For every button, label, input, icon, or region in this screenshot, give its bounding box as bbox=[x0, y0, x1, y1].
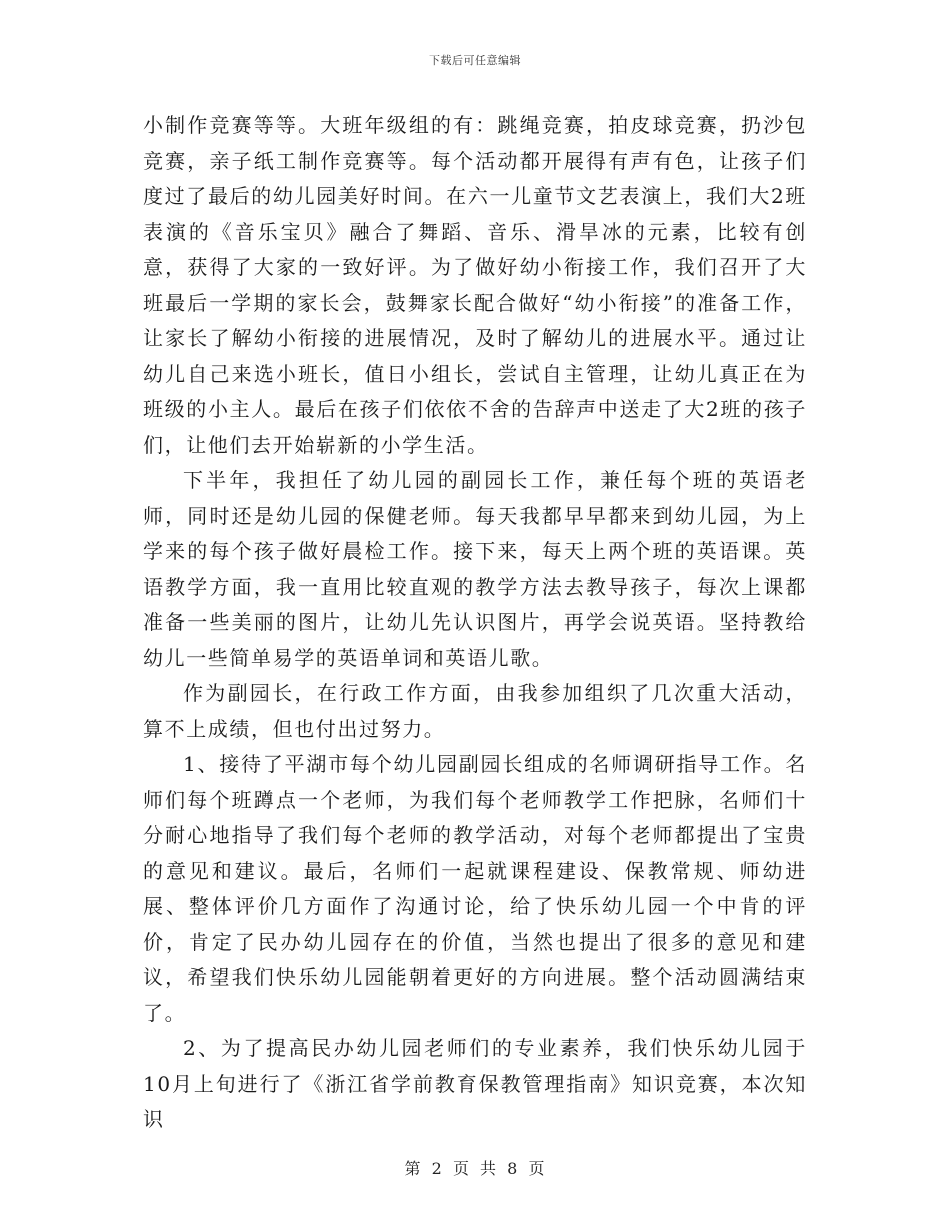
paragraph-continued: 小制作竞赛等等。大班年级组的有：跳绳竞赛，拍皮球竞赛，扔沙包竞赛，亲子纸工制作竞赛等。每个活动都开展得有声有色，让孩子们度过了最后的幼儿园美好时间。在六一儿童节文艺表演上，我们大2班表演的《音乐宝贝》融合了舞蹈、音乐、滑旱冰的元素，比较有创意，获得了大家的一致好评。为了做好幼小衔接工作，我们召开了大班最后一学期的家长会，鼓舞家长配合做好“幼小衔接”的准备工作，让家长了解幼小衔接的进展情况，及时了解幼儿的进展水平。通过让幼儿自己来选小班长，值日小组长，尝试自主管理，让幼儿真正在为班级的小主人。最后在孩子们依依不舍的告辞声中送走了大2班的孩子们，让他们去开始崭新的小学生活。 bbox=[143, 113, 807, 457]
paragraph-item-2: 2、为了提高民办幼儿园老师们的专业素养，我们快乐幼儿园于10月上旬进行了《浙江省学前教育保教管理指南》知识竞赛，本次知识 bbox=[143, 1036, 807, 1131]
paragraph-item-1: 1、接待了平湖市每个幼儿园副园长组成的名师调研指导工作。名师们每个班蹲点一个老师，为我们每个老师教学工作把脉，名师们十分耐心地指导了我们每个老师的教学活动，对每个老师都提出了宝贵的意见和建议。最后，名师们一起就课程建设、保教常规、师幼进展、整体评价几方面作了沟通讨论，给了快乐幼儿园一个中肯的评价，肯定了民办幼儿园存在的价值，当然也提出了很多的意见和建议，希望我们快乐幼儿园能朝着更好的方向进展。整个活动圆满结束了。 bbox=[143, 752, 807, 1025]
footer-label-page: 第 bbox=[404, 1159, 422, 1178]
footer-label-unit: 页 bbox=[452, 1159, 470, 1178]
footer-label-unit-2: 页 bbox=[528, 1159, 546, 1178]
footer-label-total: 共 bbox=[480, 1159, 498, 1178]
page-number-footer bbox=[0, 1156, 950, 1179]
page-header-note: 下载后可任意编辑 bbox=[429, 54, 521, 67]
footer-current-page: 2 bbox=[431, 1159, 443, 1178]
paragraph-second-half-year: 下半年，我担任了幼儿园的副园长工作，兼任每个班的英语老师，同时还是幼儿园的保健老师。每天我都早早都来到幼儿园，为上学来的每个孩子做好晨检工作。接下来，每天上两个班的英语课。英语教学方面，我一直用比较直观的教学方法去教导孩子，每次上课都准备一些美丽的图片，让幼儿先认识图片，再学会说英语。坚持教给幼儿一些简单易学的英语单词和英语儿歌。 bbox=[143, 468, 807, 670]
footer-total-pages: 8 bbox=[507, 1159, 519, 1178]
paragraph-vice-principal: 作为副园长，在行政工作方面，由我参加组织了几次重大活动，算不上成绩，但也付出过努力。 bbox=[143, 681, 807, 741]
document-body bbox=[143, 108, 807, 1138]
